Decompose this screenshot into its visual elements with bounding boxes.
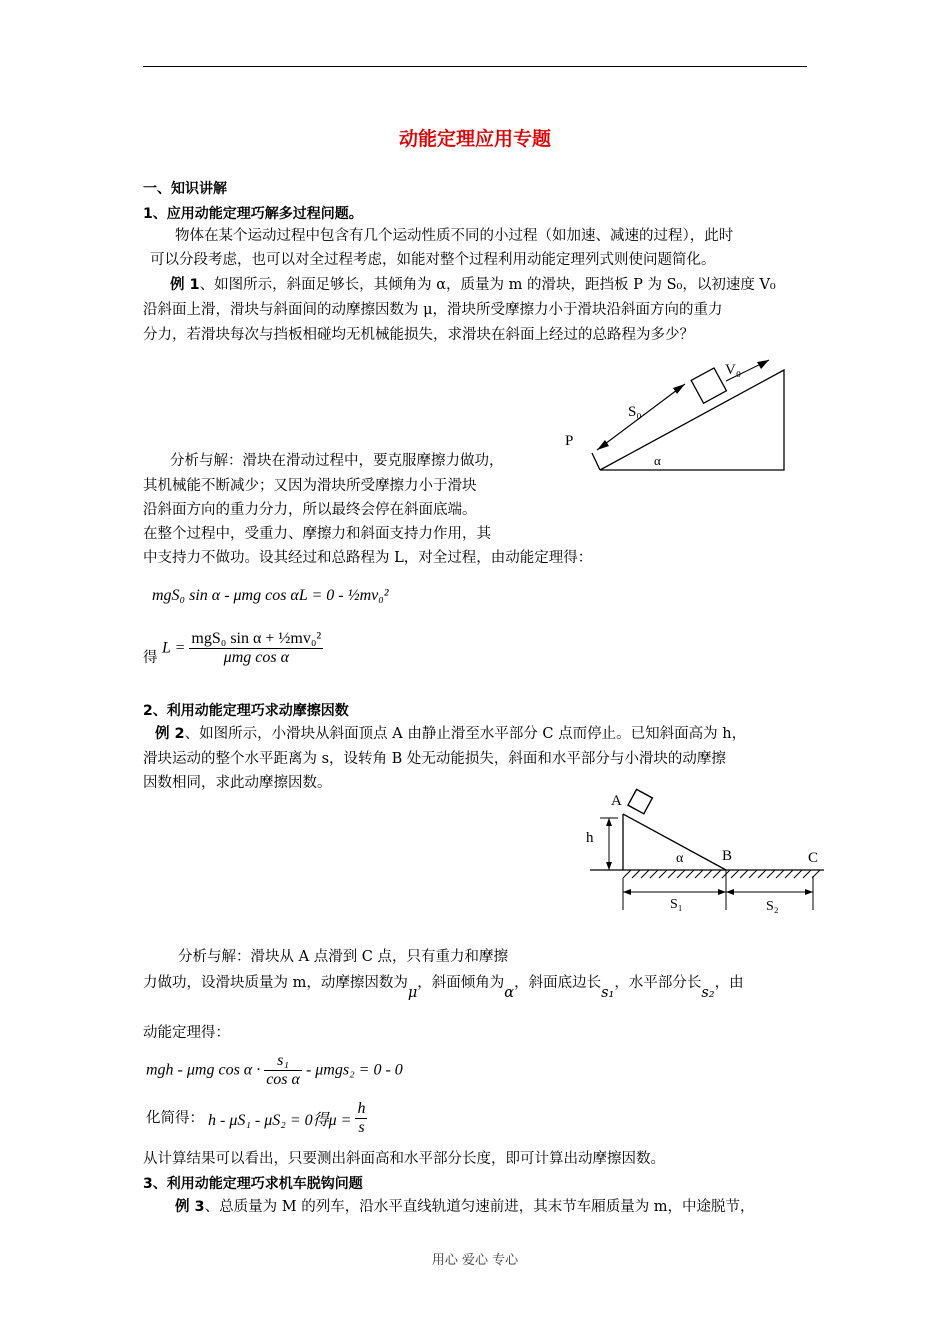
incline-figure-2 [578, 788, 830, 918]
text-run: 力做功，设滑块质量为 m，动摩擦因数为 [143, 975, 408, 991]
example-3-line [175, 1195, 755, 1219]
label-b: B [722, 848, 733, 864]
eq-part: h - μS₁ - μS₂ = 0得μ = [208, 1112, 352, 1129]
conclusion-line: 从计算结果可以看出，只要测出斜面高和水平部分长度，即可计算出动摩擦因数。 [143, 1151, 665, 1167]
example-label: 例 1 [170, 277, 200, 293]
analysis-line: 其机械能不断减少；又因为滑块所受摩擦力小于滑块 [143, 478, 477, 494]
label-c: C [808, 850, 819, 866]
fraction-numerator: mgS₀ sin α + ½mv₀² [191, 630, 322, 647]
example-label: 例 2 [155, 726, 185, 742]
example-2-line: 滑块运动的整个水平距离为 s，设转角 B 处无动能损失，斜面和水平部分与小滑块的动摩擦 [143, 751, 726, 767]
symbol-mu: μ [407, 985, 418, 1001]
equation-4 [146, 1100, 367, 1137]
equation-3 [146, 1052, 403, 1089]
eq-part: mgh - μmg cos α · [146, 1061, 261, 1079]
fraction [189, 630, 323, 667]
example-1-line [170, 273, 776, 297]
label-alpha: α [654, 453, 661, 468]
label-p: P [565, 433, 574, 449]
subheading-3: 3、利用动能定理巧求机车脱钩问题 [143, 1176, 363, 1192]
analysis-line: 在整个过程中，受重力、摩擦力和斜面支持力作用，其 [143, 526, 491, 542]
label-h: h [586, 830, 594, 846]
header-rule [143, 66, 807, 67]
analysis-line: 沿斜面方向的重力分力，所以最终会停在斜面底端。 [143, 502, 477, 518]
fraction-denominator: μmg cos α [223, 649, 289, 666]
paragraph-line: 可以分段考虑，也可以对全过程考虑，如能对整个过程利用动能定理列式则使问题简化。 [150, 252, 716, 268]
incline-figure-1 [555, 350, 795, 475]
example-text: 、如图所示，小滑块从斜面顶点 A 由静止滑至水平部分 C 点而停止。已知斜面高为 h， [184, 726, 747, 742]
fraction-denominator: cos α [266, 1071, 300, 1088]
text-run: ，由 [714, 975, 744, 991]
example-text: 、总质量为 M 的列车，沿水平直线轨道匀速前进，其末节车厢质量为 m，中途脱节， [204, 1199, 755, 1215]
analysis-2-line: 分析与解：滑块从 A 点滑到 C 点，只有重力和摩擦 [178, 949, 509, 965]
page-footer: 用心 爱心 专心 [431, 1253, 519, 1268]
eq-lhs: L = [162, 639, 186, 657]
fraction [264, 1052, 302, 1089]
symbol-s1: s₁ [601, 985, 615, 1001]
equation-2-prefix: 得 [143, 650, 158, 666]
example-text: 、如图所示，斜面足够长，其倾角为 α，质量为 m 的滑块，距挡板 P 为 S₀，以初速度 V₀ [199, 277, 776, 293]
eq-part: - μmgs₂ = 0 - 0 [305, 1061, 403, 1079]
section-heading: 一、知识讲解 [143, 181, 227, 197]
text-run: ，斜面底边长 [514, 975, 602, 991]
symbol-s2: s₂ [701, 985, 715, 1001]
text-run: ，斜面倾角为 [417, 975, 505, 991]
analysis-2-line: 动能定理得： [143, 1025, 230, 1041]
analysis-line: 中支持力不做功。设其经过和总路程为 L，对全过程，由动能定理得： [143, 550, 593, 566]
example-label: 例 3 [175, 1199, 205, 1215]
analysis-2-line [143, 971, 744, 1001]
fraction-numerator: s₁ [264, 1052, 302, 1071]
example-2-line [155, 722, 746, 746]
example-1-line: 沿斜面上滑，滑块与斜面间的动摩擦因数为 μ，滑块所受摩擦力小于滑块沿斜面方向的重力 [143, 302, 723, 318]
symbol-alpha: α [504, 985, 515, 1001]
eq-prefix: 化简得： [146, 1110, 204, 1127]
label-v0: V₀ [725, 362, 742, 378]
example-2-line: 因数相同，求此动摩擦因数。 [143, 775, 332, 791]
equation-1: mgS₀ sin α - μmg cos αL = 0 - ½mv₀² [152, 587, 389, 604]
fraction [355, 1100, 367, 1137]
example-1-line: 分力，若滑块每次与挡板相碰均无机械能损失，求滑块在斜面上经过的总路程为多少？ [143, 327, 694, 343]
label-alpha: α [676, 851, 684, 866]
analysis-line: 分析与解：滑块在滑动过程中，要克服摩擦力做功， [170, 453, 504, 469]
text-run: ，水平部分长 [614, 975, 702, 991]
label-s1: S₁ [670, 897, 683, 912]
label-s2: S₂ [766, 899, 779, 914]
fraction-numerator: h [357, 1100, 366, 1117]
equation-2 [162, 630, 323, 667]
label-s0: S₀ [628, 404, 642, 420]
paragraph-line: 物体在某个运动过程中包含有几个运动性质不同的小过程（如加速、减速的过程），此时 [175, 228, 734, 244]
subheading-1: 1、应用动能定理巧解多过程问题。 [143, 206, 363, 222]
fraction-denominator: s [358, 1119, 365, 1136]
subheading-2: 2、利用动能定理巧求动摩擦因数 [143, 703, 349, 719]
label-a: A [611, 793, 622, 809]
page-title: 动能定理应用专题 [398, 128, 551, 150]
